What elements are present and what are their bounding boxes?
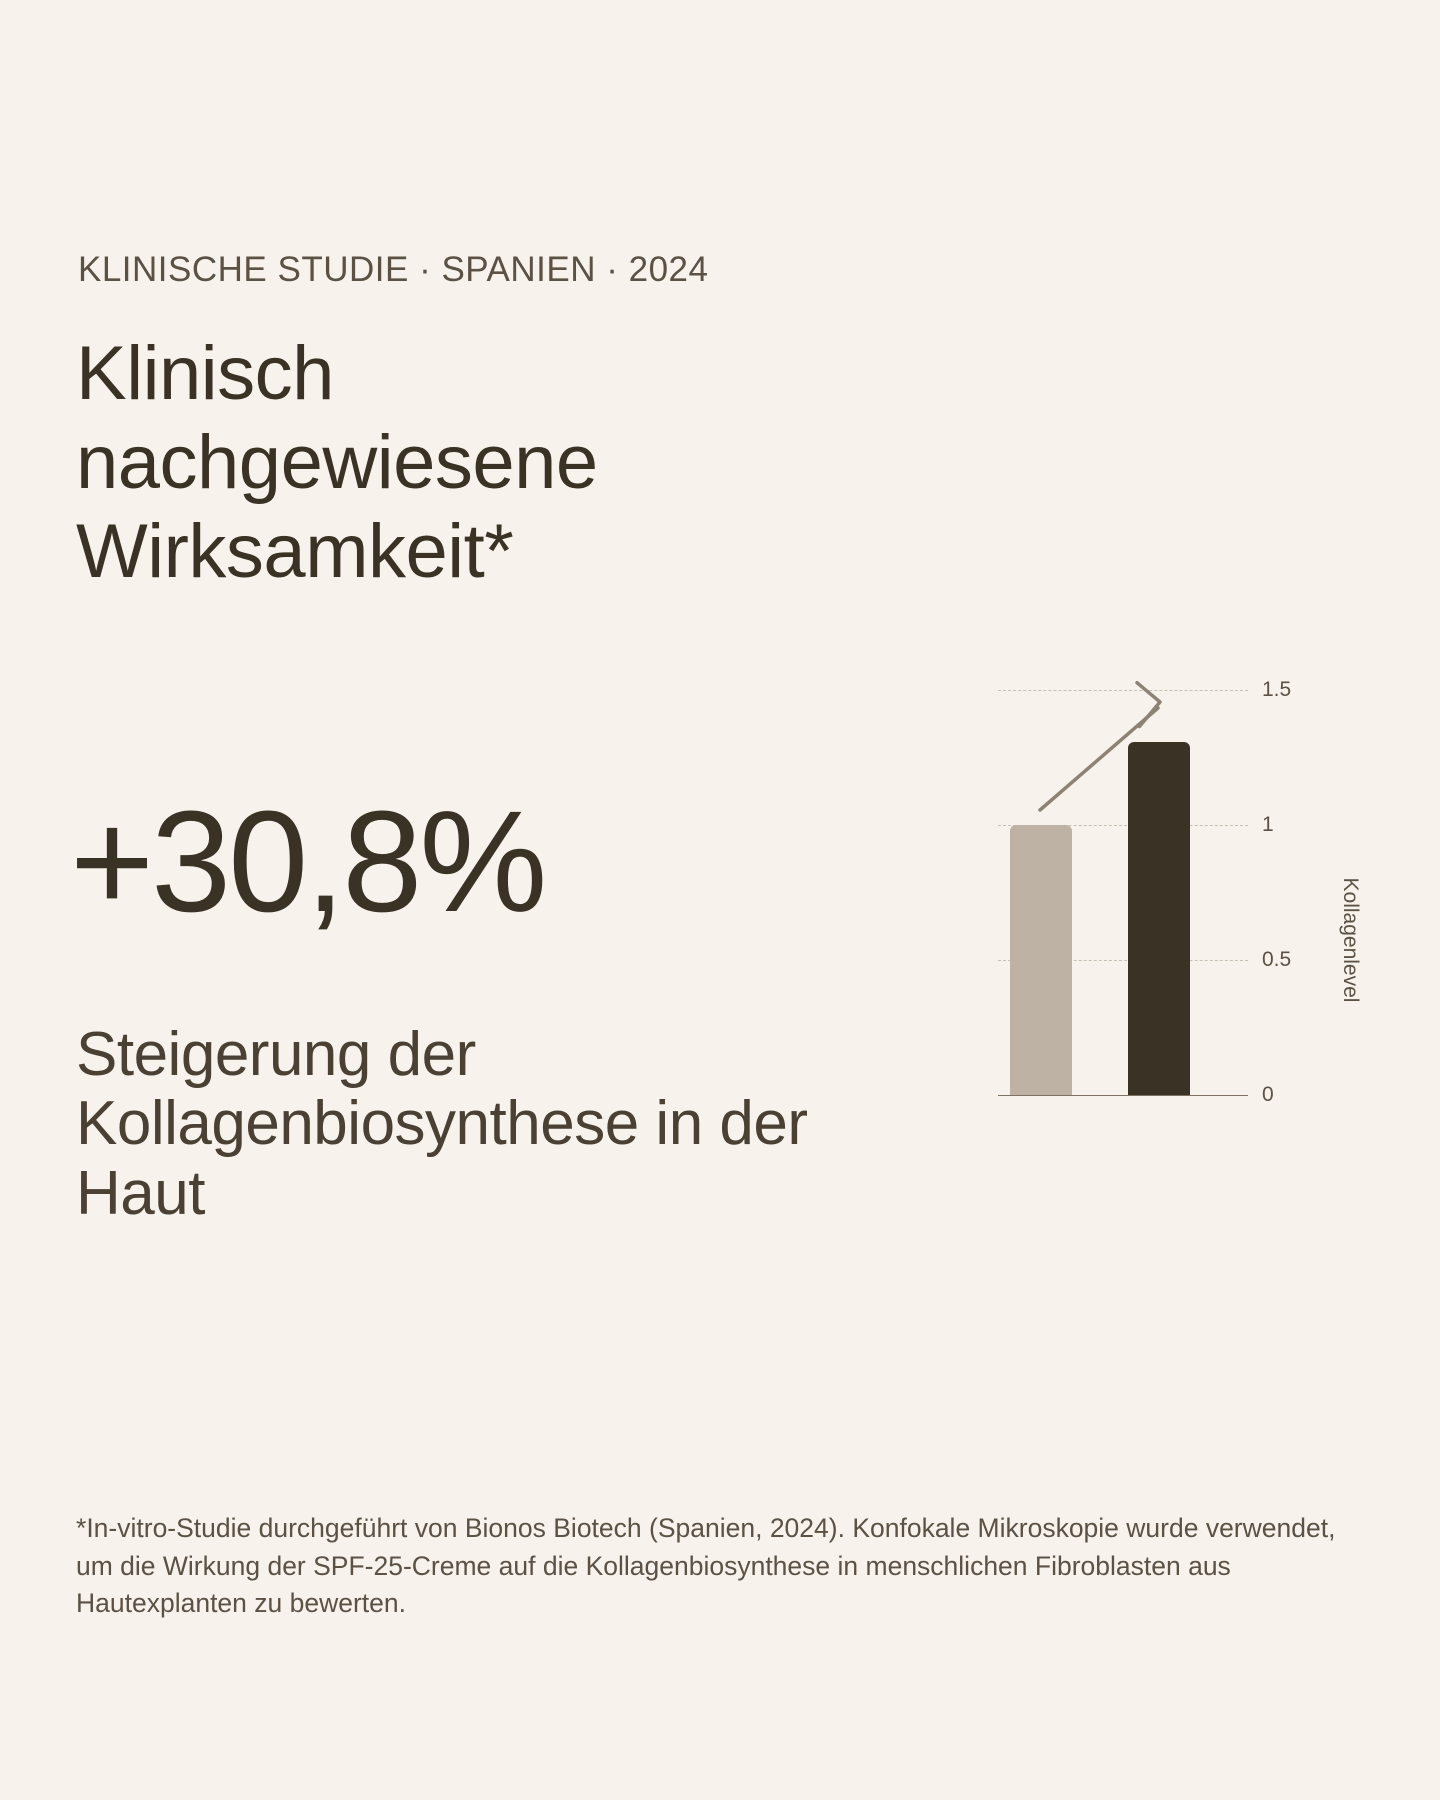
page-title: Klinisch nachgewiesene Wirksamkeit* — [76, 331, 598, 594]
eyebrow-label: KLINISCHE STUDIE · SPANIEN · 2024 — [78, 250, 709, 289]
bar-control — [1010, 825, 1072, 1095]
collagen-bar-chart — [980, 678, 1362, 1200]
axis-baseline — [998, 1095, 1248, 1096]
ytick-label-0: 0 — [1262, 1083, 1274, 1106]
y-axis-title: Kollagenlevel — [1339, 877, 1362, 1003]
stat-value: +30,8% — [70, 781, 545, 942]
footnote-text: *In-vitro-Studie durchgeführt von Bionos Biotech (Spanien, 2024). Konfokale Mikroskopie wurde verwendet, um die Wirkung der SPF-25-Creme auf die Kollagenbiosynthese in menschlichen Fibroblasten aus Hautexplanten zu bewerten. — [76, 1513, 1336, 1619]
ytick-label-1: 1 — [1262, 813, 1274, 836]
ytick-label-0_5: 0.5 — [1262, 948, 1292, 971]
stat-description: Steigerung der Kollagenbiosynthese in der Haut — [76, 1020, 808, 1228]
ytick-label-1_5: 1.5 — [1262, 678, 1292, 701]
trend-arrow-icon — [980, 650, 1280, 850]
